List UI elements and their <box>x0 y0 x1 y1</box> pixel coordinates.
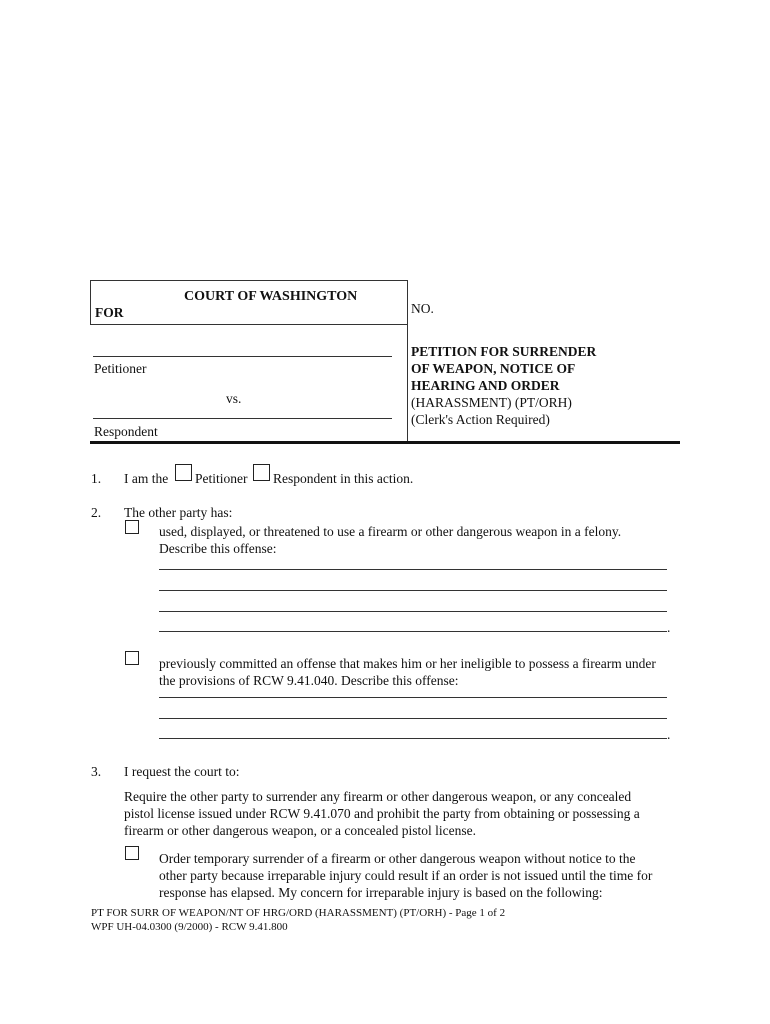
felony-option-line-1: used, displayed, or threatened to use a firearm or other dangerous weapon in a felony. <box>159 524 622 539</box>
petitioner-option-label: Petitioner <box>195 471 248 486</box>
item-2-intro: The other party has: <box>124 505 233 520</box>
caption-heavy-rule <box>90 441 680 444</box>
document-title-line-3: HEARING AND ORDER <box>411 378 560 393</box>
respondent-option-label: Respondent in this action. <box>273 471 414 486</box>
item-2-number: 2. <box>91 505 102 520</box>
caption-box-top-border <box>90 280 408 281</box>
prior-offense-description-line-3[interactable] <box>159 738 667 739</box>
temporary-surrender-line-2: other party because irreparable injury could result if an order is not issued until the time for <box>159 868 653 883</box>
footer-form-title: PT FOR SURR OF WEAPON/NT OF HRG/ORD (HARASSMENT) (PT/ORH) - Page 1 of 2 <box>91 907 506 919</box>
item-3-intro: I request the court to: <box>124 764 240 779</box>
respondent-name-line <box>93 418 392 419</box>
caption-box-divider <box>407 280 408 443</box>
petitioner-label: Petitioner <box>94 361 147 376</box>
item-1-number: 1. <box>91 471 102 486</box>
document-title-line-1: PETITION FOR SURRENDER <box>411 344 597 359</box>
caption-box-for-underline <box>90 324 408 325</box>
surrender-request-line-2: pistol license issued under RCW 9.41.070 and prohibit the party from obtaining or possessing a <box>124 806 640 821</box>
felony-description-end-mark: . <box>667 620 671 635</box>
surrender-request-line-3: firearm or other dangerous weapon, or a concealed pistol license. <box>124 823 476 838</box>
item-1-text: I am the <box>124 471 169 486</box>
felony-description-line-2[interactable] <box>159 590 667 591</box>
respondent-label: Respondent <box>94 424 158 439</box>
vs-label: vs. <box>226 391 242 406</box>
caption-box-left-border <box>90 280 91 325</box>
footer-form-code: WPF UH-04.0300 (9/2000) - RCW 9.41.800 <box>91 921 288 933</box>
prior-offense-checkbox[interactable] <box>125 651 139 665</box>
respondent-checkbox[interactable] <box>253 464 270 481</box>
document-title-line-2: OF WEAPON, NOTICE OF <box>411 361 576 376</box>
prior-offense-description-line-2[interactable] <box>159 718 667 719</box>
surrender-request-line-1: Require the other party to surrender any firearm or other dangerous weapon, or any concealed <box>124 789 632 804</box>
petitioner-name-line <box>93 356 392 357</box>
item-3-number: 3. <box>91 764 102 779</box>
prior-offense-description-line-1[interactable] <box>159 697 667 698</box>
petitioner-checkbox[interactable] <box>175 464 192 481</box>
document-subtitle-line-1: (HARASSMENT) (PT/ORH) <box>411 395 572 410</box>
felony-description-line-3[interactable] <box>159 611 667 612</box>
temporary-surrender-line-1: Order temporary surrender of a firearm or other dangerous weapon without notice to the <box>159 851 636 866</box>
document-subtitle-line-2: (Clerk's Action Required) <box>411 412 550 427</box>
prior-offense-line-2: the provisions of RCW 9.41.040. Describe this offense: <box>159 673 459 688</box>
felony-option-line-2: Describe this offense: <box>159 541 277 556</box>
temporary-surrender-line-3: response has elapsed. My concern for irreparable injury is based on the following: <box>159 885 603 900</box>
for-label: FOR <box>95 305 124 320</box>
court-title: COURT OF WASHINGTON <box>184 289 358 304</box>
felony-description-line-1[interactable] <box>159 569 667 570</box>
felony-description-line-4[interactable] <box>159 631 667 632</box>
temporary-surrender-checkbox[interactable] <box>125 846 139 860</box>
prior-offense-line-1: previously committed an offense that makes him or her ineligible to possess a firearm under <box>159 656 656 671</box>
case-number-label: NO. <box>411 301 434 316</box>
felony-weapon-checkbox[interactable] <box>125 520 139 534</box>
prior-offense-description-end-mark: . <box>667 727 671 742</box>
